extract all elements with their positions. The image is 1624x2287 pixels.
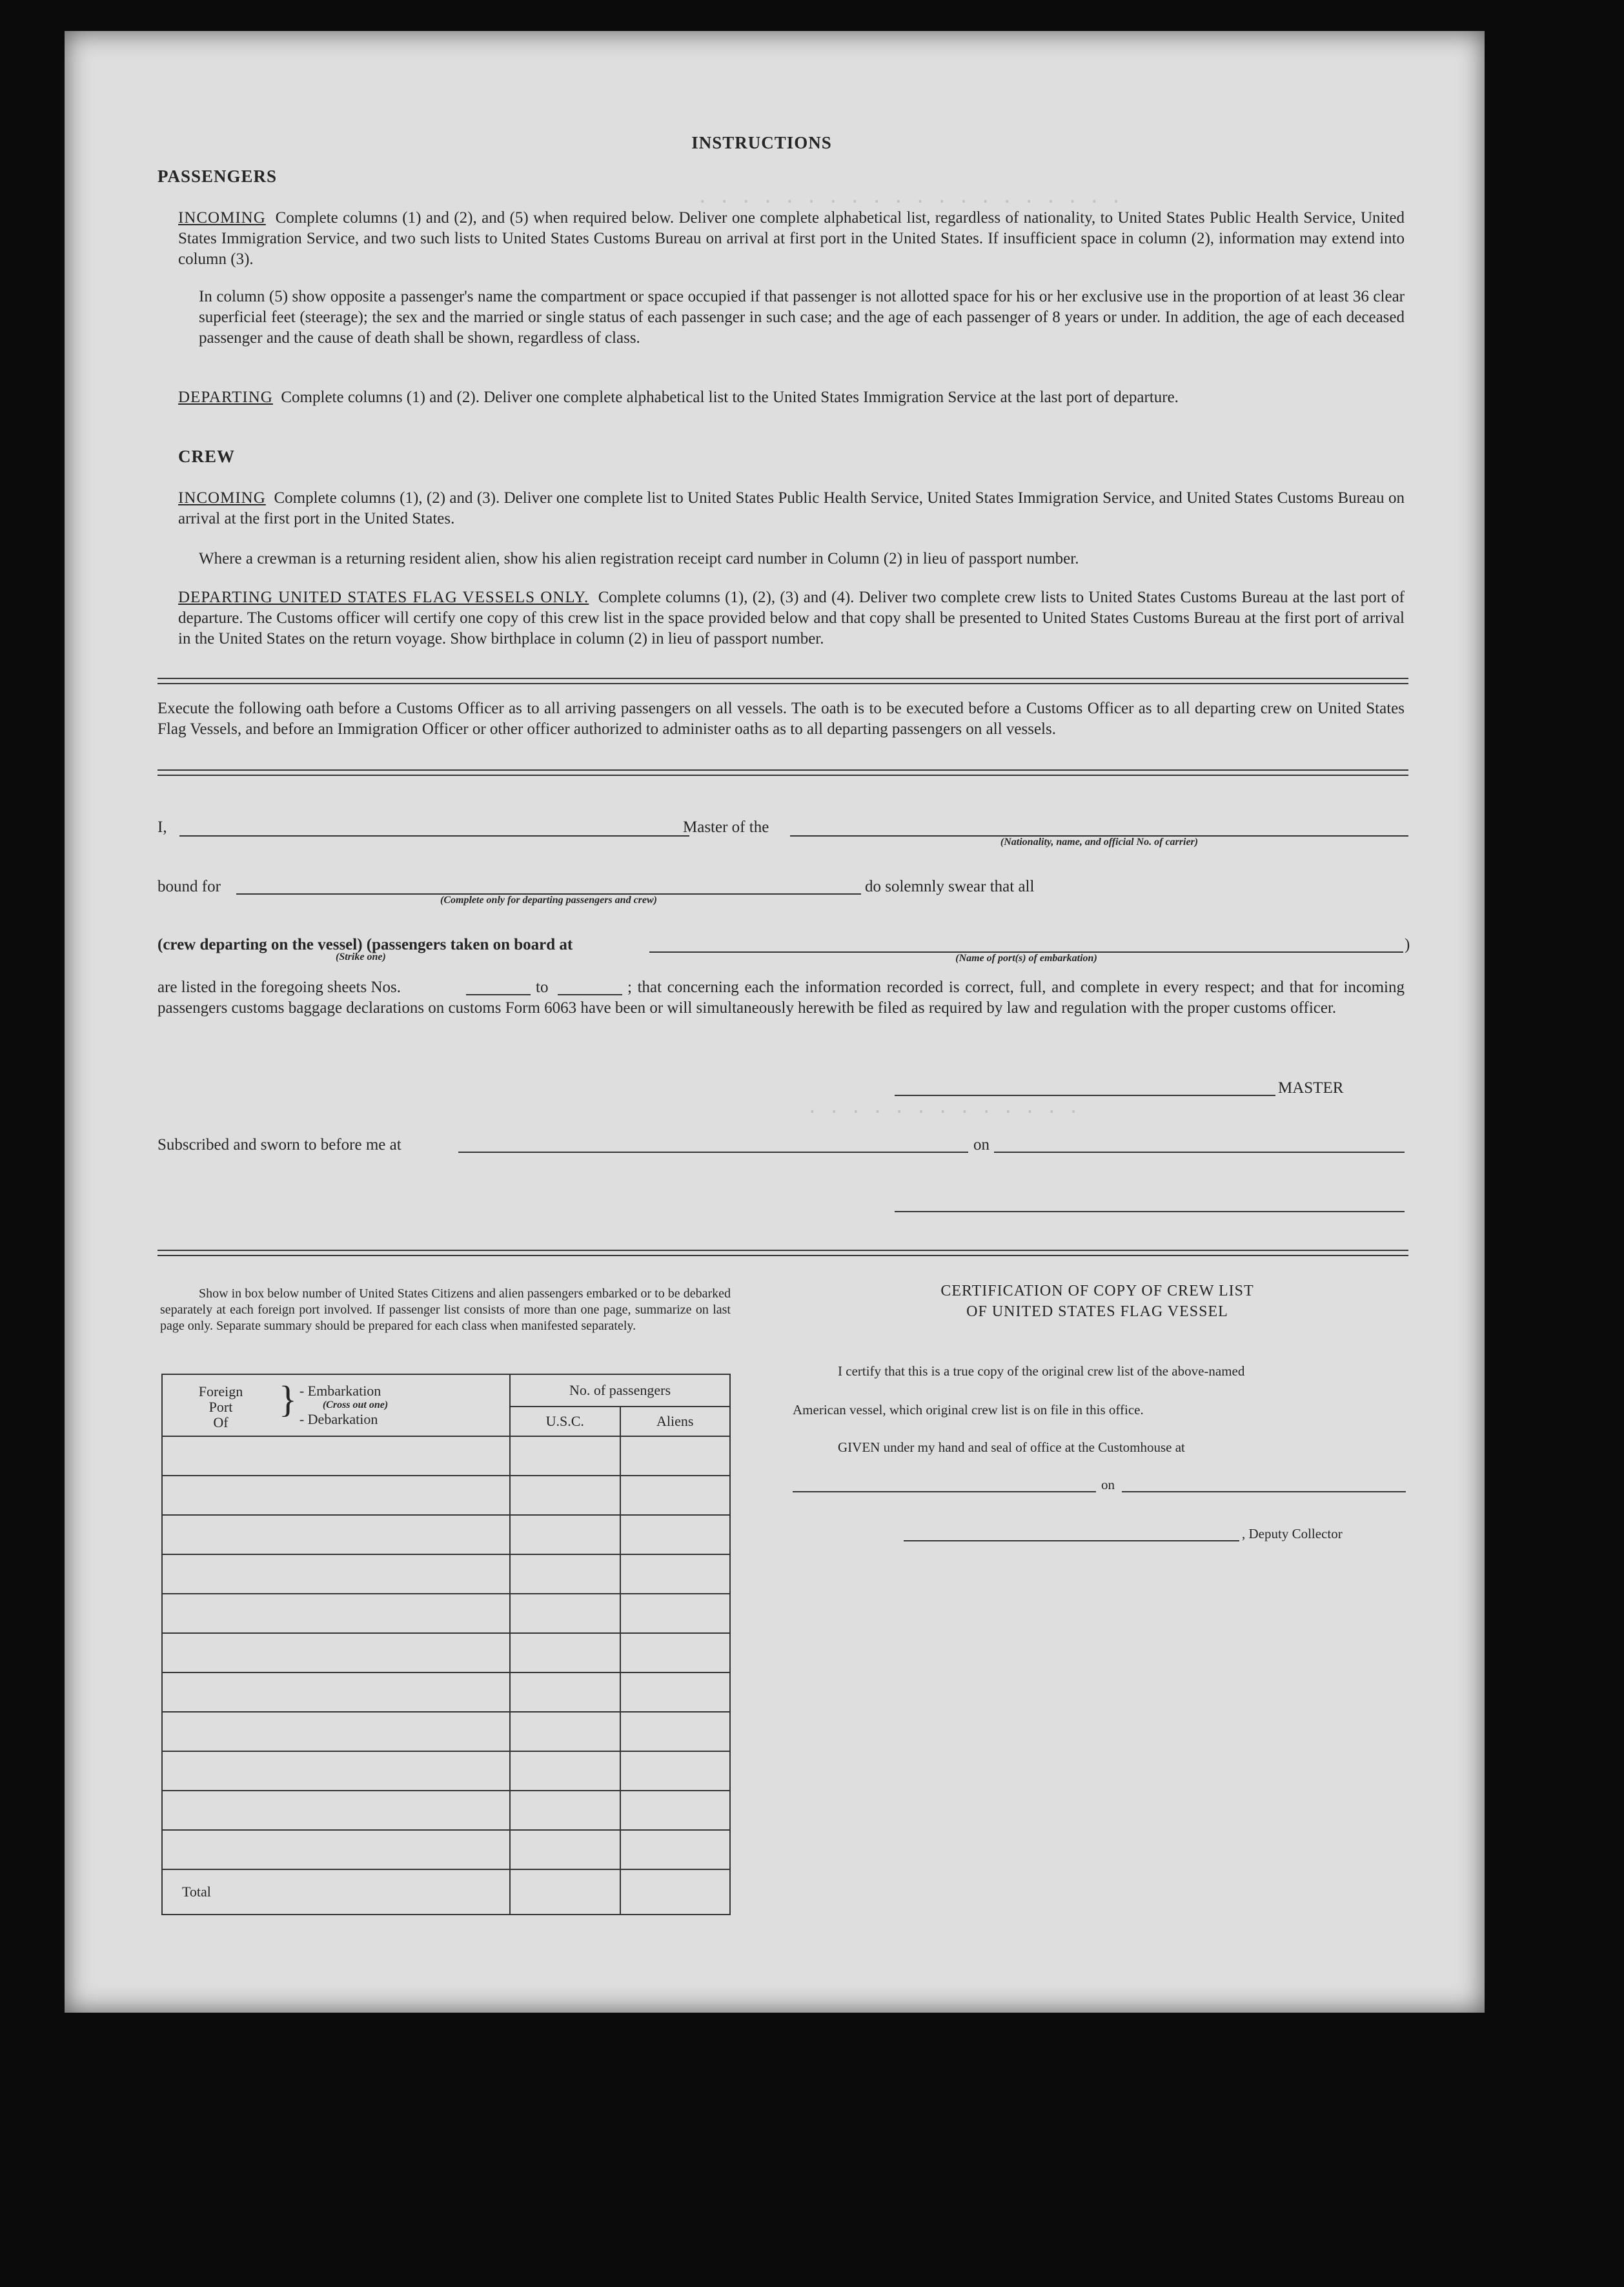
- listed-to-label: to: [536, 979, 549, 996]
- crew-departing-text: Complete columns (1), (2), (3) and (4). Deliver two complete crew lists to United States Customs Bureau at the last port of departure. The Customs officer will certify one copy of this crew list in the space provided below and that copy shall be presented to United States Customs Bureau at the first port of arrival in the United States on the return voyage. Show birthplace in column (2) in lieu of passport number.: [178, 589, 1405, 647]
- embarkation-label: - Embarkation: [299, 1383, 381, 1399]
- crew-departing-paragraph: [178, 587, 1405, 649]
- aliens-cell[interactable]: [620, 1791, 730, 1830]
- crew-heading: CREW: [178, 447, 236, 466]
- aliens-cell[interactable]: [620, 1476, 730, 1515]
- incoming-label: INCOMING: [178, 209, 266, 227]
- crew-incoming-text: Complete columns (1), (2) and (3). Deliver one complete list to United States Public Health Service, United States Immigration Service, and United States Customs Bureau on arrival at the first port in the United States.: [178, 489, 1405, 527]
- passengers-heading: PASSENGERS: [157, 167, 278, 186]
- usc-cell[interactable]: [510, 1633, 620, 1672]
- no-of-passengers-header: No. of passengers: [510, 1374, 730, 1407]
- customhouse-field[interactable]: [793, 1491, 1096, 1492]
- table-row: [162, 1830, 730, 1869]
- aliens-cell[interactable]: [620, 1751, 730, 1791]
- usc-cell[interactable]: [510, 1594, 620, 1633]
- usc-cell[interactable]: [510, 1672, 620, 1712]
- table-row: [162, 1594, 730, 1633]
- table-row: [162, 1436, 730, 1476]
- usc-cell[interactable]: [510, 1830, 620, 1869]
- subscribed-label: Subscribed and sworn to before me at: [157, 1136, 401, 1154]
- table-row: [162, 1791, 730, 1830]
- aliens-cell[interactable]: [620, 1436, 730, 1476]
- column5-paragraph: In column (5) show opposite a passenger's name the compartment or space occupied if that passenger is not allotted space for his or her exclusive use in the proportion of at least 36 clear superficial feet (steerage); the sex and the married or single status of each passenger in such case; and the age of each passenger of 8 years or under. In addition, the age of each deceased passenger and the cause of death shall be shown, regardless of class.: [199, 288, 1405, 347]
- passengers-incoming-paragraph: [178, 208, 1405, 270]
- sworn-date-field[interactable]: [994, 1152, 1405, 1153]
- brace-glyph: }: [279, 1378, 297, 1420]
- of-label: Of: [213, 1414, 228, 1430]
- usc-header: U.S.C.: [510, 1407, 620, 1436]
- cross-out-caption: (Cross out one): [322, 1399, 389, 1410]
- carrier-caption: (Nationality, name, and official No. of carrier): [1000, 837, 1199, 848]
- deputy-signature-field[interactable]: [904, 1540, 1239, 1541]
- certification-title-line2: OF UNITED STATES FLAG VESSEL: [966, 1303, 1228, 1320]
- aliens-cell[interactable]: [620, 1672, 730, 1712]
- foreign-label: Foreign: [198, 1383, 243, 1399]
- aliens-cell[interactable]: [620, 1594, 730, 1633]
- usc-total-cell[interactable]: [510, 1869, 620, 1915]
- total-row: [162, 1869, 730, 1915]
- usc-cell[interactable]: [510, 1791, 620, 1830]
- foreign-port-header: [162, 1374, 510, 1436]
- table-row: [162, 1515, 730, 1554]
- port-cell[interactable]: [162, 1751, 510, 1791]
- aliens-cell[interactable]: [620, 1633, 730, 1672]
- sworn-place-field[interactable]: [458, 1152, 968, 1153]
- aliens-cell[interactable]: [620, 1515, 730, 1554]
- do-swear-label: do solemnly swear that all: [865, 878, 1035, 895]
- port-cell[interactable]: [162, 1830, 510, 1869]
- table-row: [162, 1476, 730, 1515]
- sworn-on-label: on: [973, 1136, 990, 1154]
- aliens-cell[interactable]: [620, 1712, 730, 1751]
- usc-cell[interactable]: [510, 1712, 620, 1751]
- certify-line-1: I certify that this is a true copy of the original crew list of the above-named: [838, 1363, 1245, 1379]
- port-cell[interactable]: [162, 1554, 510, 1594]
- passenger-summary-table: [161, 1374, 731, 1915]
- cert-date-field[interactable]: [1122, 1491, 1406, 1492]
- deputy-collector-label: , Deputy Collector: [1242, 1526, 1343, 1541]
- port-cell[interactable]: [162, 1712, 510, 1751]
- cert-on-label: on: [1101, 1477, 1115, 1492]
- crew-departing-label: (crew departing on the vessel) (passengers taken on board at: [157, 936, 573, 953]
- oath-intro: Execute the following oath before a Customs Officer as to all arriving passengers on all vessels. The oath is to be executed before a Customs Officer as to all departing crew on United States Flag Vessels, and before an Immigration Officer or other officer authorized to administer oaths as to all departing passengers on all vessels.: [157, 700, 1405, 738]
- master-signature-field[interactable]: [895, 1095, 1275, 1096]
- certification-title: [775, 1281, 1420, 1322]
- crew-departing-label: DEPARTING UNITED STATES FLAG VESSELS ONLY.: [178, 589, 589, 606]
- port-label: Port: [208, 1399, 233, 1415]
- section-divider: [157, 678, 1408, 684]
- total-label: Total: [162, 1869, 510, 1915]
- bound-for-label: bound for: [157, 878, 221, 895]
- summary-instructions: Show in box below number of United States Citizens and alien passengers embarked or to be debarked separately at each foreign port involved. If passenger list consists of more than one page, summarize on last page only. Separate summary should be prepared for each class when manifested separately.: [160, 1286, 731, 1333]
- aliens-total-cell[interactable]: [620, 1869, 730, 1915]
- section-divider: [157, 1250, 1408, 1256]
- crew-incoming-paragraph: [178, 488, 1405, 529]
- document-page: [65, 31, 1485, 2013]
- departing-label: DEPARTING: [178, 389, 273, 406]
- usc-cell[interactable]: [510, 1515, 620, 1554]
- usc-cell[interactable]: [510, 1436, 620, 1476]
- port-cell[interactable]: [162, 1594, 510, 1633]
- port-cell[interactable]: [162, 1791, 510, 1830]
- aliens-cell[interactable]: [620, 1554, 730, 1594]
- usc-cell[interactable]: [510, 1476, 620, 1515]
- table-row: [162, 1633, 730, 1672]
- table-row: [162, 1751, 730, 1791]
- master-label: MASTER: [1278, 1079, 1344, 1097]
- table-row: [162, 1712, 730, 1751]
- strike-one-caption: (Strike one): [336, 951, 386, 962]
- incoming-text: Complete columns (1) and (2), and (5) when required below. Deliver one complete alphabetical list, regardless of nationality, to United States Public Health Service, United States Immigration Service, and two such lists to United States Customs Bureau on arrival at first port in the United States. If insufficient space in column (2), information may extend into column (3).: [178, 209, 1405, 268]
- certification-title-line1: CERTIFICATION OF COPY OF CREW LIST: [940, 1283, 1254, 1299]
- certify-line-2: American vessel, which original crew list is on file in this office.: [793, 1402, 1144, 1418]
- port-cell[interactable]: [162, 1476, 510, 1515]
- given-line: GIVEN under my hand and seal of office at the Customhouse at: [838, 1439, 1185, 1455]
- aliens-header: Aliens: [620, 1407, 730, 1436]
- table-row: [162, 1554, 730, 1594]
- close-paren: ): [1405, 936, 1410, 953]
- resident-alien-paragraph: Where a crewman is a returning resident alien, show his alien registration receipt card number in Column (2) in lieu of passport number.: [199, 550, 1079, 567]
- usc-cell[interactable]: [510, 1751, 620, 1791]
- listed-continuation: ; that concerning each the information recorded is correct, full, and complete in every respect; and that for incoming passengers customs baggage declarations on customs Form 6063 have been or will simultaneously herewith be filed as required by law and regulation with the proper customs officer.: [157, 979, 1405, 1017]
- bleed-through-text: . . . . . . . . . . . . . . . . . . . .: [697, 186, 1122, 207]
- oath-i-label: I,: [157, 818, 167, 836]
- master-name-field[interactable]: [179, 835, 689, 837]
- listed-label: are listed in the foregoing sheets Nos.: [157, 979, 401, 996]
- port-cell[interactable]: [162, 1633, 510, 1672]
- port-cell[interactable]: [162, 1436, 510, 1476]
- usc-cell[interactable]: [510, 1554, 620, 1594]
- debarkation-label: - Debarkation: [299, 1411, 378, 1427]
- section-divider: [157, 769, 1408, 776]
- bound-for-caption: (Complete only for departing passengers and crew): [440, 895, 657, 906]
- port-caption: (Name of port(s) of embarkation): [955, 953, 1097, 964]
- officer-signature-field[interactable]: [895, 1211, 1405, 1212]
- master-of-the-label: Master of the: [683, 818, 769, 836]
- page-title: INSTRUCTIONS: [691, 133, 832, 152]
- port-cell[interactable]: [162, 1672, 510, 1712]
- departing-text: Complete columns (1) and (2). Deliver one complete alphabetical list to the United States Immigration Service at the last port of departure.: [281, 389, 1179, 406]
- passengers-departing-paragraph: [178, 387, 1405, 408]
- aliens-cell[interactable]: [620, 1830, 730, 1869]
- bleed-through-text: . . . . . . . . . . . . .: [807, 1096, 1079, 1117]
- table-row: [162, 1672, 730, 1712]
- crew-incoming-label: INCOMING: [178, 489, 266, 507]
- port-cell[interactable]: [162, 1515, 510, 1554]
